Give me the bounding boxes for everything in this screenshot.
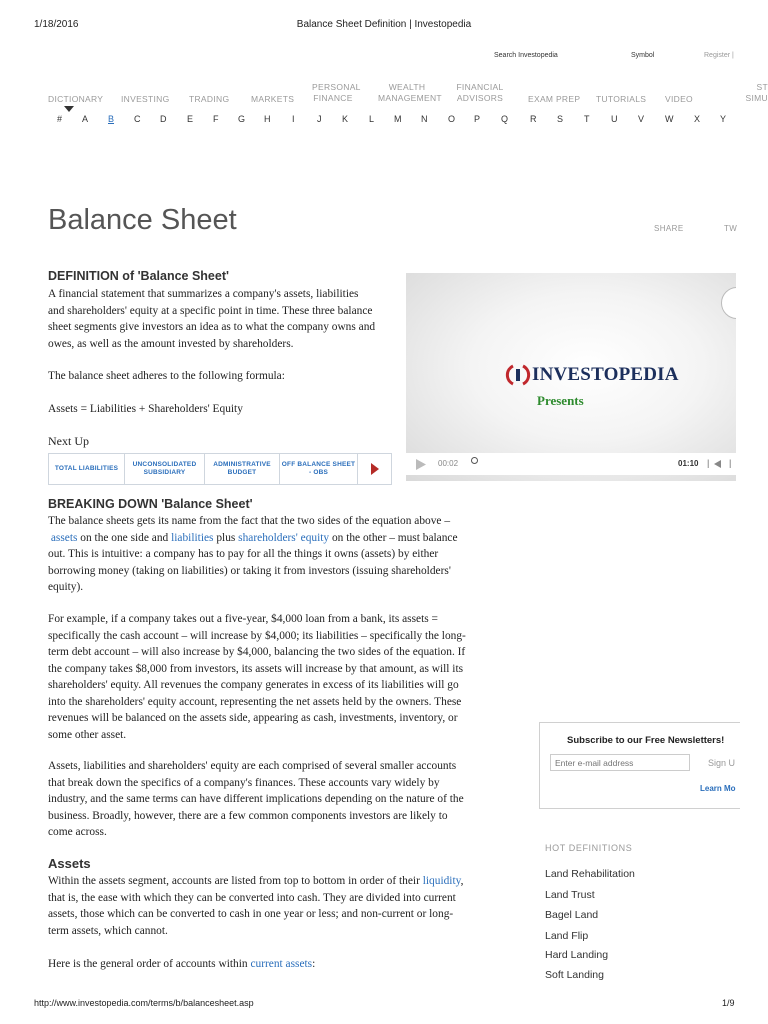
learn-more-link[interactable]: Learn Mo [700,784,736,793]
alpha-j[interactable]: J [317,114,322,124]
nav-dictionary[interactable]: DICTIONARY [48,94,104,104]
nav-simulator[interactable]: ST SIMU [745,82,768,103]
alpha-y[interactable]: Y [720,114,727,124]
page-title: Balance Sheet [48,204,237,236]
breaking-down-p3: Assets, liabilities and shareholders' equity are each comprised of several smaller accounts that break down the specifics of a company's finances. These accounts vary widely by industry, and the same terms can have different implications depending on the nature of the business. Broadly, however, there are a few common components investors are likely to come across. [48,760,464,838]
alpha-l[interactable]: L [369,114,375,124]
alpha-h[interactable]: H [264,114,271,124]
alpha-n[interactable]: N [421,114,428,124]
hot-def-item[interactable]: Bagel Land [545,909,599,921]
assets-link[interactable]: assets [50,531,78,544]
print-date: 1/18/2016 [34,19,79,30]
register-link[interactable]: Register | [704,52,734,59]
alpha-o[interactable]: O [448,114,456,124]
next-up-off-balance-sheet[interactable]: OFF BALANCE SHEET - OBS [279,453,358,485]
alpha-q[interactable]: Q [501,114,509,124]
video-player[interactable] [406,273,736,481]
shareholders-equity-link[interactable]: shareholders' equity [238,531,330,544]
definition-heading: DEFINITION of 'Balance Sheet' [48,269,229,283]
alpha-hash[interactable]: # [57,114,63,124]
video-play-icon[interactable] [416,459,426,470]
investopedia-logo [504,364,679,386]
alpha-p[interactable]: P [474,114,481,124]
separator-icon: | [707,458,710,468]
sign-up-button[interactable]: Sign U [708,758,736,768]
next-up-arrow-button[interactable] [357,453,392,485]
next-up-administrative-budget[interactable]: ADMINISTRATIVE BUDGET [204,453,280,485]
alpha-v[interactable]: V [638,114,645,124]
current-assets-link[interactable]: current assets [250,958,313,970]
current-assets-intro: Here is the general order of accounts within current assets: [48,958,316,970]
hot-def-item[interactable]: Land Trust [545,889,595,901]
play-arrow-icon [370,462,380,476]
video-scrubber-handle[interactable] [471,457,478,464]
nav-active-caret-icon [64,106,74,112]
breaking-down-heading: BREAKING DOWN 'Balance Sheet' [48,497,253,511]
alpha-x[interactable]: X [694,114,701,124]
newsletter-title: Subscribe to our Free Newsletters! [567,735,725,746]
alpha-g[interactable]: G [238,114,246,124]
nav-markets[interactable]: MARKETS [251,94,295,104]
formula-intro: The balance sheet adheres to the following formula: [48,370,285,382]
alpha-d[interactable]: D [160,114,167,124]
nav-personal-finance[interactable]: PERSONAL FINANCE [312,82,361,103]
hot-def-item[interactable]: Soft Landing [545,969,604,981]
volume-icon[interactable] [714,460,721,468]
nav-video[interactable]: VIDEO [665,94,693,104]
assets-text: Within the assets segment, accounts are listed from top to bottom in order of their liquidity, that is, the ease with which they can be converted into cash. They are divided into current assets, those which can be converted to cash in one year or less; and non-current or long- term assets, which cannot. [48,875,464,937]
video-control-circle-icon[interactable] [721,287,736,319]
separator-icon-2: | [729,458,732,468]
presents-text: Presents [537,393,584,408]
alpha-b[interactable]: B [108,114,115,124]
print-title: Balance Sheet Definition | Investopedia [296,19,472,30]
nav-investing[interactable]: INVESTING [121,94,170,104]
symbol-link[interactable]: Symbol [631,52,655,59]
breaking-down-p2: For example, if a company takes out a five-year, $4,000 loan from a bank, its assets = specifically the cash account – will increase by $4,000; its liabilities – specifically the long- term debt account – will also increase by $4,000, balancing the two sides of the equation. If the company takes $8,000 from investors, its assets will increase by that amount, as will its shareholders' equity. All revenues the company generates in excess of its liabilities will go into the shareholders' equity account, representing the net assets held by the owners. These revenues will be balanced on the assets side, appearing as cash, investments, inventory, or some other asset. [48,613,466,741]
nav-exam-prep[interactable]: EXAM PREP [528,94,581,104]
breaking-down-p1: The balance sheets gets its name from the fact that the two sides of the equation above – assets on the one side and liabilities plus shareholders' equity on the other – must balance out. This is intuitive: a company has to pay for all the things it owns (assets) by either borrowing money (taking on liabilities) or taking it from investors (issuing shareholders' equity). [48,515,458,593]
liquidity-link[interactable]: liquidity [422,875,461,887]
liabilities-link[interactable]: liabilities [171,531,214,544]
alpha-k[interactable]: K [342,114,349,124]
alpha-c[interactable]: C [134,114,141,124]
search-link[interactable]: Search Investopedia [494,52,558,59]
logo-text: INVESTOPEDIA [532,364,679,385]
alpha-e[interactable]: E [187,114,194,124]
hot-def-item[interactable]: Land Rehabilitation [545,868,635,880]
next-up-label: Next Up [48,434,89,448]
alpha-s[interactable]: S [557,114,564,124]
video-current-time: 00:02 [438,459,459,468]
next-up-total-liabilities[interactable]: TOTAL LIABILITIES [48,453,125,485]
alpha-u[interactable]: U [611,114,618,124]
tweet-button[interactable]: TW [724,224,738,233]
alpha-t[interactable]: T [584,114,590,124]
hot-def-item[interactable]: Hard Landing [545,949,609,961]
alpha-m[interactable]: M [394,114,402,124]
print-page-number: 1/9 [722,998,735,1008]
hot-def-item[interactable]: Land Flip [545,930,589,942]
investopedia-logo-icon [504,364,532,386]
alpha-w[interactable]: W [665,114,674,124]
video-duration: 01:10 [678,459,699,468]
email-input[interactable] [550,754,690,771]
alpha-r[interactable]: R [530,114,537,124]
newsletter-box [539,722,740,809]
share-button[interactable]: SHARE [654,224,684,233]
assets-heading: Assets [48,856,91,871]
formula: Assets = Liabilities + Shareholders' Equity [48,403,243,415]
hot-definitions-heading: HOT DEFINITIONS [545,843,633,853]
alpha-f[interactable]: F [213,114,219,124]
alpha-a[interactable]: A [82,114,89,124]
nav-wealth-management[interactable]: WEALTH MANAGEMENT [378,82,442,103]
nav-financial-advisors[interactable]: FINANCIAL ADVISORS [456,82,504,103]
nav-trading[interactable]: TRADING [189,94,230,104]
video-control-bar [406,453,736,475]
alpha-i[interactable]: I [292,114,295,124]
definition-text: A financial statement that summarizes a company's assets, liabilities and shareholders' equity at a specific point in time. These three balance sheet segments give investors an idea as to what the company owns and owes, as well as the amount invested by shareholders. [48,288,376,350]
print-url: http://www.investopedia.com/terms/b/balancesheet.asp [34,998,254,1008]
next-up-unconsolidated-subsidiary[interactable]: UNCONSOLIDATED SUBSIDIARY [124,453,205,485]
nav-tutorials[interactable]: TUTORIALS [596,94,647,104]
